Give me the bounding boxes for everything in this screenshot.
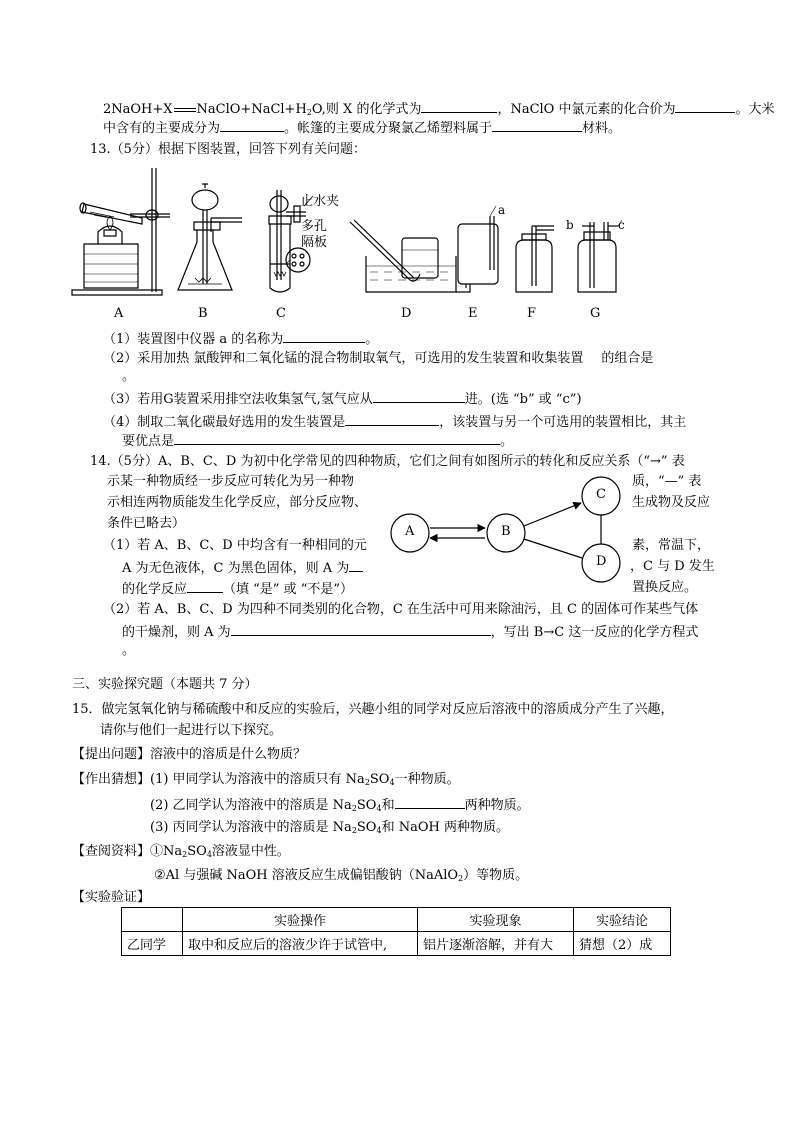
q14-line-3a: 示相连两物质能发生化学反应，部分反应物、 [107, 495, 368, 510]
answer-blank-rice[interactable] [220, 118, 284, 132]
q15-verify: 【实验验证】 [72, 890, 151, 905]
apparatus-b [178, 184, 242, 290]
q14-line-3b: 生成物及反应 [632, 495, 711, 510]
q13-sub2-cont: 。 [122, 369, 136, 384]
q12-line-2: 中含有的主要成分为 。帐篷的主要成分聚氯乙烯塑料属于 材料。 [103, 118, 621, 138]
answer-blank-material[interactable] [492, 118, 582, 132]
q14-line-6a: A 为无色液体，C 为黑色固体，则 A 为 [122, 558, 363, 578]
answer-blank-instrument-a[interactable] [283, 329, 365, 343]
q14-line-5b: 素，常温下， [632, 538, 711, 553]
label-shelf: 隔板 [301, 235, 328, 250]
q13-sub4-cont: 要优点是 。 [122, 431, 513, 451]
apparatus-g [578, 220, 622, 292]
q15-guess-2: (2) 乙同学认为溶液中的溶质是 $Na_2SO_4$和 两种物质。 [150, 795, 530, 818]
q13-title: 13.（5分）根据下图装置，回答下列有关问题： [90, 142, 366, 157]
q15-line-1: 15．做完氢氧化钠与稀硫酸中和反应的实验后，兴趣小组的同学对反应后溶液中的溶质成分产生了兴趣， [72, 702, 674, 717]
label-a: a [498, 203, 506, 217]
answer-blank-hydrogen-inlet[interactable] [373, 389, 465, 403]
q13-sub2: （2）采用加热 氯酸钾和二氧化锰的混合物制取氧气，可选用的发生装置和收集装置 的组合是 [103, 351, 654, 366]
q13-sub1: （1）装置图中仪器 a 的名称为 。 [103, 329, 378, 349]
node-a-label: A [405, 524, 415, 539]
figure-label-b: B [198, 306, 208, 321]
table-row [122, 932, 671, 956]
apparatus-a [72, 168, 170, 295]
q15-line-2: 请你与他们一起进行以下探究。 [100, 723, 283, 738]
experiment-table [121, 907, 671, 956]
q15-guess-1: 【作出猜想】(1) 甲同学认为溶液中的溶质只有 $Na_2SO_4$一种物质。 [72, 772, 460, 787]
q13-sub3: （3）若用G装置采用排空法收集氢气,氢气应从 进。(选 “b” 或 “c”) [103, 389, 582, 409]
q14-line-7a: 的化学反应 （填 “是” 或 “不是”） [122, 579, 353, 599]
q15-reference-2: ②Al 与强碱 NaOH 溶液反应生成偏铝酸钠（NaAlO$_2$）等物质。 [154, 868, 529, 883]
figure-label-f: F [527, 306, 537, 321]
table-header-cell [122, 908, 183, 932]
table-cell: 乙同学 [122, 932, 183, 956]
apparatus-e [456, 206, 498, 292]
q14-line-6b: ，C 与 D 发生 [630, 559, 715, 574]
answer-blank-substance-a-2[interactable] [231, 622, 491, 636]
q14-line-5a: （1）若 A、B、C、D 中均含有一种相同的元 [103, 538, 367, 553]
label-c: c [618, 218, 625, 232]
q14-line-2b: 质，“—” 表 [632, 474, 702, 489]
table-cell: 铝片逐渐溶解，并有大 [418, 932, 574, 956]
answer-blank-valence[interactable] [675, 99, 735, 113]
apparatus-f [516, 226, 554, 292]
figure-label-c: C [276, 306, 286, 321]
q14-line-2a: 示某一种物质经一步反应可转化为另一种物 [107, 474, 355, 489]
table-cell: 猜想（2）成 [574, 932, 671, 956]
label-porous: 多孔 [301, 219, 328, 234]
q14-line-7c: 置换反应。 [632, 580, 698, 595]
q12-line-1: 2NaOH+X $NaClO+NaCl+H_2O$,则 X 的化学式为 ，NaClO 中氯元素的化合价为 。大米 [103, 99, 775, 122]
answer-blank-guess-2[interactable] [395, 795, 465, 809]
lab-apparatus-figure [70, 160, 730, 310]
answer-blank-substance-a[interactable] [349, 558, 363, 572]
figure-label-g: G [590, 306, 601, 321]
link-b-d [524, 539, 582, 558]
q14-line-4: 条件已略去） [107, 516, 186, 531]
q13-sub4: （4）制取二氧化碳最好选用的发生装置是 ，该装置与另一个可选用的装置相比，其主 [103, 412, 686, 432]
section-3-title: 三、实验探究题（本题共 7 分） [72, 677, 258, 692]
answer-blank-is-displacement[interactable] [187, 579, 223, 593]
double-line-equal-sign [174, 108, 196, 112]
q14-line-8: （2）若 A、B、C、D 为四种不同类别的化合物，C 在生活中可用来除油污，且 C 的固体可作某些气体 [103, 602, 699, 617]
q15-guess-3: (3) 丙同学认为溶液中的溶质是 $Na_2SO_4$和 NaOH 两种物质。 [150, 820, 509, 835]
node-c-label: C [596, 487, 606, 502]
node-d-label: D [596, 554, 607, 569]
arrow-b-to-c [524, 503, 581, 526]
figure-label-a: A [114, 306, 124, 321]
figure-label-d: D [401, 306, 412, 321]
figure-label-e: E [468, 306, 478, 321]
label-b: b [566, 218, 574, 232]
node-b-label: B [501, 524, 511, 539]
q15-reference-1: 【查阅资料】$①Na_2SO_4$溶液显中性。 [72, 844, 290, 859]
label-stop-clamp: 止水夹 [300, 194, 340, 209]
q15-question: 【提出问题】溶液中的溶质是什么物质？ [72, 747, 307, 762]
table-header-cell: 实验现象 [418, 908, 574, 932]
table-cell: 取中和反应后的溶液少许于试管中, [183, 932, 418, 956]
answer-blank-advantage[interactable] [174, 431, 500, 445]
q14-line-10: 。 [122, 643, 136, 658]
table-header-cell: 实验结论 [574, 908, 671, 932]
answer-blank-formula-x[interactable] [421, 99, 497, 113]
q14-line-9: 的干燥剂，则 A 为 ，写出 B→C 这一反应的化学方程式 [122, 622, 698, 642]
table-header-cell: 实验操作 [183, 908, 418, 932]
answer-blank-co2-apparatus[interactable] [345, 412, 439, 426]
table-header-row [122, 908, 671, 932]
apparatus-d [350, 220, 456, 292]
q14-line-1: 14.（5分）A、B、C、D 为初中化学常见的四种物质，它们之间有如图所示的转化和反应关系（“→” 表 [90, 454, 685, 469]
